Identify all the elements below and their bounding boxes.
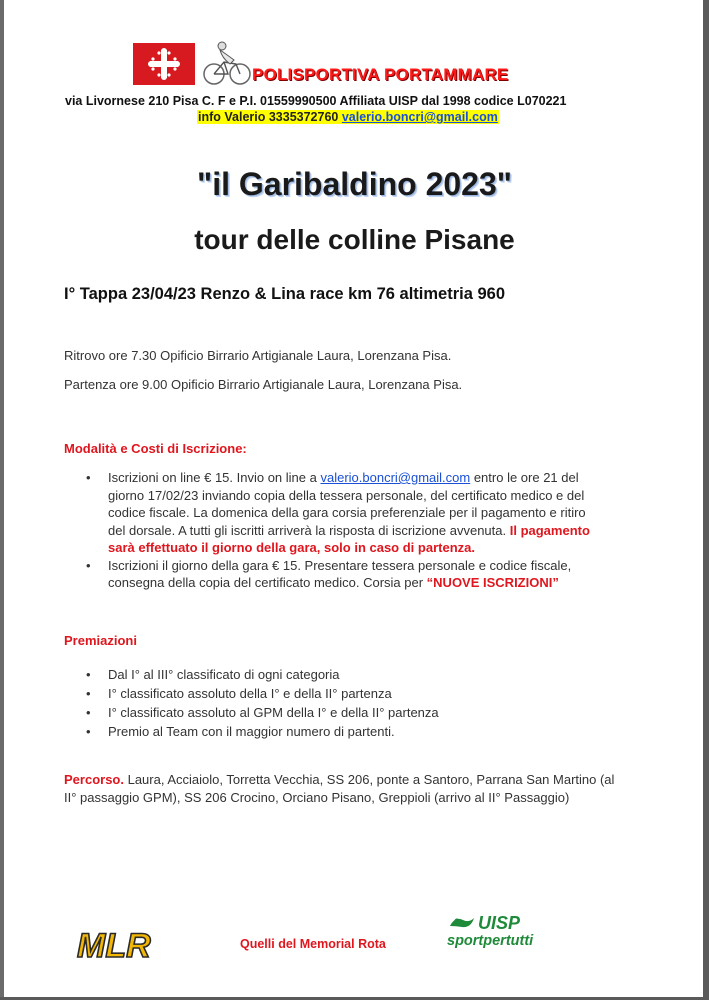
contact-info-text: info Valerio 3335372760: [198, 110, 342, 124]
event-title: "il Garibaldino 2023": [197, 166, 512, 202]
pisa-cross-flag-icon: [133, 43, 195, 85]
event-subtitle: tour delle colline Pisane: [194, 224, 515, 255]
bullet-icon: •: [86, 705, 91, 720]
registration-online-line4: del dorsale. A tutti gli iscritti arriverà la risposta di iscrizione avvenuta. Il pagamento: [108, 522, 590, 538]
registration-list: [86, 469, 590, 592]
route-description: [64, 771, 624, 806]
list-item: [86, 469, 590, 557]
bullet-icon: •: [86, 557, 91, 573]
contact-info: [197, 110, 499, 124]
bullet-icon: •: [86, 686, 91, 701]
registration-heading: Modalità e Costi di Iscrizione:: [64, 441, 247, 456]
bullet-icon: •: [86, 470, 91, 485]
uisp-swirl-icon: [447, 914, 477, 934]
uisp-tagline: sportpertutti: [447, 933, 534, 949]
prizes-list: [86, 665, 439, 741]
start-time: Partenza ore 9.00 Opificio Birrario Artigianale Laura, Lorenzana Pisa.: [64, 377, 463, 392]
meeting-time: Ritrovo ore 7.30 Opificio Birrario Artigianale Laura, Lorenzana Pisa.: [64, 348, 452, 363]
list-item: • I° classificato assoluto della I° e della II° partenza: [86, 686, 392, 701]
registration-online-line2: giorno 17/02/23 inviando copia della tessera personale, del certificato medico e del: [108, 487, 585, 503]
page-frame-right: [703, 0, 709, 1000]
bullet-icon: •: [86, 667, 91, 682]
registration-email-link[interactable]: valerio.boncri@gmail.com: [320, 470, 471, 485]
page-frame-left: [0, 0, 4, 1000]
payment-note: Il pagamento: [509, 522, 590, 538]
stage-info: I° Tappa 23/04/23 Renzo & Lina race km 76 altimetria 960: [64, 285, 505, 303]
registration-onsite-line1: Iscrizioni il giorno della gara € 15. Presentare tessera personale e codice fiscale,: [108, 557, 572, 573]
uisp-word: UISP: [478, 913, 521, 933]
svg-text:MLR: MLR: [77, 927, 151, 965]
payment-note-continued: sarà effettuato il giorno della gara, solo in caso di partenza.: [108, 540, 475, 555]
registration-onsite-line2: consegna della copia del certificato medico. Corsia per “NUOVE ISCRIZIONI”: [108, 575, 559, 590]
list-item: • Premio al Team con il maggior numero di partenti.: [86, 724, 395, 739]
cyclist-logo-icon: [200, 38, 252, 88]
list-item: • Dal I° al III° classificato di ogni categoria: [86, 667, 340, 682]
organization-address: via Livornese 210 Pisa C. F e P.I. 01559990500 Affiliata UISP dal 1998 codice L070221: [65, 94, 567, 108]
route-text: Laura, Acciaiolo, Torretta Vecchia, SS 206, ponte a Santoro, Parrana San Martino (al II° passaggio GPM), SS 206 Crocino, Orciano Pisano, Greppioli (arrivo al II° Passaggio): [64, 772, 615, 805]
registration-online-line3: codice fiscale. La domenica della gara corsia preferenziale per il pagamento e ritiro: [108, 505, 586, 520]
list-item: [86, 557, 590, 592]
memorial-label: Quelli del Memorial Rota: [240, 937, 386, 951]
prizes-heading: Premiazioni: [64, 633, 137, 648]
route-label: Percorso.: [64, 772, 124, 787]
mlr-logo: [75, 925, 195, 965]
contact-email-link[interactable]: valerio.boncri@gmail.com: [341, 110, 498, 124]
registration-online-line1: Iscrizioni on line € 15. Invio on line a valerio.boncri@gmail.com entro le ore 21 del: [108, 470, 579, 485]
list-item: • I° classificato assoluto al GPM della I° e della II° partenza: [86, 705, 439, 720]
new-registrations-label: “NUOVE ISCRIZIONI”: [426, 575, 559, 590]
bullet-icon: •: [86, 724, 91, 739]
organization-name: POLISPORTIVA PORTAMMARE: [252, 65, 509, 84]
